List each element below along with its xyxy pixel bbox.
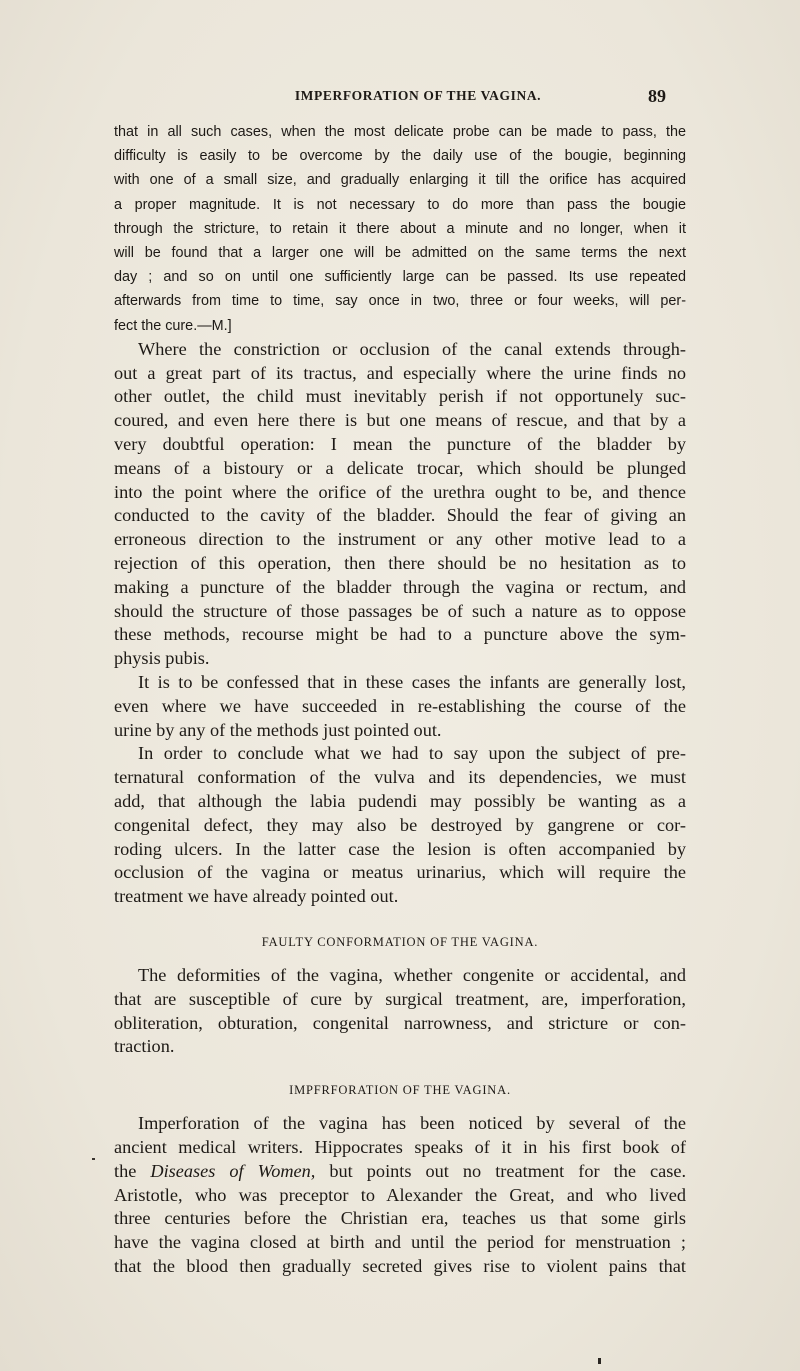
text-line: erroneous direction to the instrument or any other motive lead to a — [114, 529, 686, 550]
text-line: means of a bistoury or a delicate trocar, which should be plunged — [114, 457, 686, 478]
text-line: that are susceptible of cure by surgical treatment, are, imperforation, — [114, 988, 686, 1009]
text-line: urine by any of the methods just pointed out. — [114, 719, 442, 740]
text-line: roding ulcers. In the latter case the lesion is often accompanied by — [114, 838, 686, 859]
text-line: coured, and even here there is but one means of rescue, and that by a — [114, 410, 686, 431]
text-fragment: but points out no treatment for the case. — [315, 1160, 687, 1181]
text-line: occlusion of the vagina or meatus urinarius, which will require the — [114, 862, 686, 883]
text-line: will be found that a larger one will be admitted on the same terms the next — [114, 245, 686, 262]
page-body — [114, 120, 686, 1279]
section-heading-imperforation: IMPFRFORATION OF THE VAGINA. — [289, 1083, 511, 1098]
text-line: treatment we have already pointed out. — [114, 886, 399, 907]
text-line: should the structure of those passages be of such a nature as to oppose — [114, 600, 686, 621]
text-line: with one of a small size, and gradually enlarging it till the orifice has acquired — [114, 172, 686, 189]
running-head: IMPERFORATION OF THE VAGINA. — [294, 88, 542, 103]
text-line-with-title — [114, 1160, 686, 1184]
text-line: that the blood then gradually secreted gives rise to violent pains that — [114, 1255, 686, 1276]
text-line: making a puncture of the bladder through the vagina or rectum, and — [114, 576, 686, 597]
text-line: that in all such cases, when the most delicate probe can be made to pass, the — [114, 124, 686, 140]
text-line: physis pubis. — [114, 648, 210, 669]
text-line: afterwards from time to time, say once in two, three or four weeks, will per- — [114, 293, 686, 310]
text-line: rejection of this operation, then there should be no hesitation as to — [114, 553, 686, 573]
text-line: Imperforation of the vagina has been noticed by several of the — [138, 1113, 686, 1134]
text-line: add, that although the labia pudendi may possibly be wanting as a — [114, 790, 686, 811]
margin-speck — [92, 1158, 95, 1160]
page-number: 89 — [648, 86, 666, 106]
text-line: through the stricture, to retain it there about a minute and no longer, when it — [114, 220, 686, 237]
paragraph-preternatural — [114, 742, 686, 909]
translator-note — [114, 120, 686, 338]
text-line: The deformities of the vagina, whether congenite or accidental, and — [138, 964, 686, 985]
text-line: these methods, recourse might be had to a puncture above the sym- — [114, 624, 686, 645]
text-line: have the vagina closed at birth and until the period for menstruation ; — [114, 1232, 686, 1253]
text-line: Aristotle, who was preceptor to Alexander the Great, and who lived — [114, 1184, 686, 1205]
text-line: even where we have succeeded in re-establishing the course of the — [114, 695, 686, 716]
book-title: Diseases of Women, — [150, 1160, 316, 1181]
section-heading-faulty-conformation: FAULTY CONFORMATION OF THE VAGINA. — [261, 934, 539, 949]
paragraph-infants-lost — [114, 671, 686, 742]
text-line: out a great part of its tractus, and especially where the urine finds no — [114, 362, 686, 383]
bottom-speck — [598, 1358, 601, 1364]
text-line: day ; and so on until one sufficiently large can be passed. Its use repeated — [114, 269, 686, 286]
text-line: ancient medical writers. Hippocrates speaks of it in his first book of — [114, 1136, 686, 1157]
text-line: traction. — [114, 1036, 175, 1057]
text-line: three centuries before the Christian era, teaches us that some girls — [114, 1208, 686, 1229]
text-line: very doubtful operation: I mean the puncture of the bladder by — [114, 434, 686, 455]
text-line: a proper magnitude. It is not necessary to do more than pass the bougie — [114, 196, 686, 213]
text-line: conducted to the cavity of the bladder. Should the fear of giving an — [114, 505, 686, 526]
text-line: other outlet, the child must inevitably perish if not opportunely suc- — [114, 386, 686, 407]
text-line: obliteration, obturation, congenital narrowness, and stricture or con- — [114, 1012, 686, 1033]
text-line: fect the cure.—M.] — [114, 317, 232, 334]
text-line: In order to conclude what we had to say upon the subject of pre- — [138, 743, 686, 764]
text-fragment: the — [114, 1160, 151, 1181]
text-line: Where the constriction or occlusion of the canal extends through- — [138, 338, 686, 359]
text-line: ternatural conformation of the vulva and its dependencies, we must — [114, 767, 686, 788]
text-line: difficulty is easily to be overcome by the daily use of the bougie, beginning — [114, 148, 686, 165]
text-line: It is to be confessed that in these cases the infants are generally lost, — [138, 671, 686, 692]
text-line: congenital defect, they may also be destroyed by gangrene or cor- — [114, 814, 686, 835]
paragraph-deformities — [114, 964, 686, 1059]
text-line: into the point where the orifice of the urethra ought to be, and thence — [114, 481, 686, 502]
paragraph-constriction — [114, 338, 686, 671]
paragraph-imperforation — [114, 1112, 686, 1279]
